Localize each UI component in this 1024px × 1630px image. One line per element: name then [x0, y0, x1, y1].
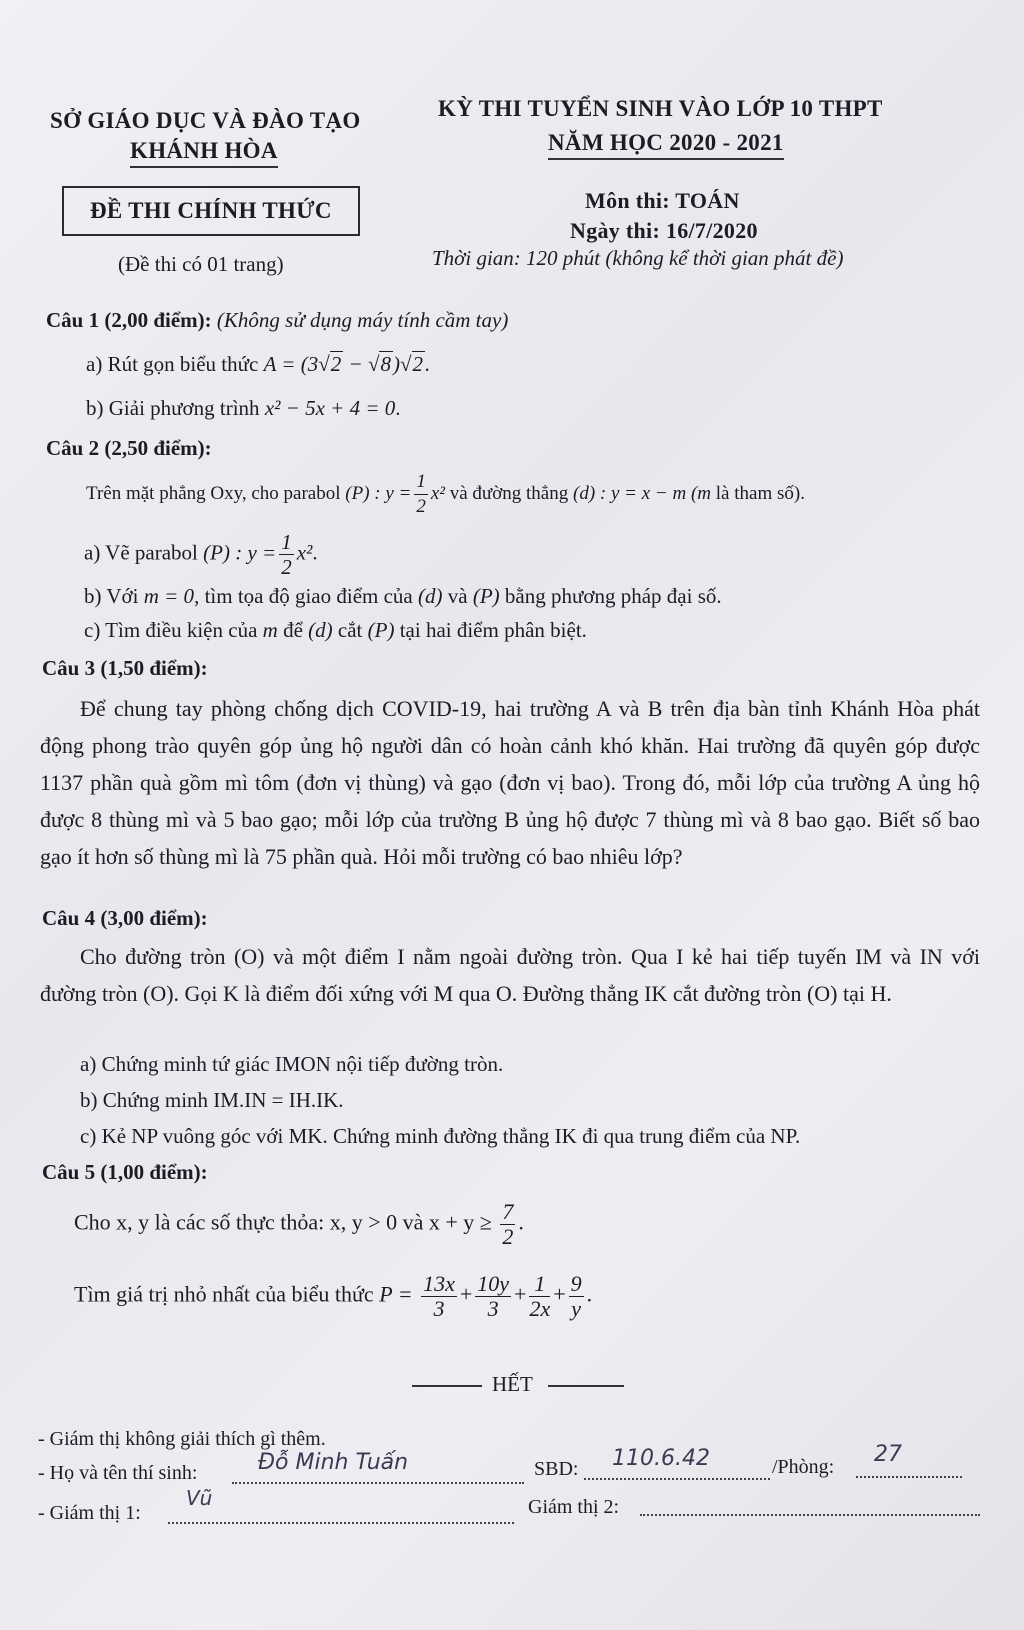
q2c-text: c) Tìm điều kiện của	[84, 618, 258, 642]
denominator: 3	[487, 1296, 499, 1321]
q1b-equation: x² − 5x + 4 = 0	[264, 396, 396, 420]
fraction-1-2x	[529, 1272, 550, 1321]
numerator: 13x	[423, 1271, 455, 1296]
p-eq: P =	[379, 1281, 413, 1307]
half-fraction	[279, 530, 294, 579]
denominator: 3	[433, 1296, 445, 1321]
q2b	[84, 584, 722, 609]
q4-body: Cho đường tròn (O) và một điểm I nằm ngoài đường tròn. Qua I kẻ hai tiếp tuyến IM và IN với đường tròn (O). Gọi K là điểm đối xứng với M qua O. Đường thẳng IK cắt đường tròn (O) tại H.	[40, 944, 980, 1006]
q2b-text: và	[447, 584, 468, 608]
q2-intro	[86, 470, 805, 519]
fraction-13x-3	[421, 1272, 457, 1321]
q5-title: Câu 5 (1,00 điểm):	[42, 1160, 208, 1184]
q3-title: Câu 3 (1,50 điểm):	[42, 656, 208, 680]
q5-condition: Cho x, y là các số thực thỏa: x, y > 0 và x + y ≥	[74, 1209, 492, 1235]
q5-line1: Cho x, y là các số thực thỏa: x, y > 0 và x + y ≥ $\frac{7}{2}$ .	[74, 1199, 524, 1249]
room-label: /Phòng:	[772, 1456, 835, 1478]
end-mark: HẾT	[492, 1372, 533, 1396]
q1-header	[46, 308, 508, 333]
proctor1-label: - Giám thị 1:	[38, 1502, 141, 1524]
department-name: SỞ GIÁO DỤC VÀ ĐÀO TẠO	[50, 108, 361, 133]
q2b-text: b) Với	[84, 584, 139, 608]
end-rule-left	[412, 1385, 482, 1387]
parabol-p: (P)	[472, 584, 500, 608]
official-exam-box: ĐỀ THI CHÍNH THỨC	[62, 186, 360, 236]
q2a-text: a) Vẽ parabol	[84, 540, 198, 565]
q2c-text: tại hai điểm phân biệt.	[399, 618, 587, 642]
numerator: 10y	[477, 1271, 510, 1296]
numerator: 1	[529, 1272, 550, 1297]
q2a: a) Vẽ parabol (P) : y = $\frac{1}{2}$ x².	[84, 530, 318, 579]
radicand: 8	[380, 352, 391, 376]
q2-intro-suffix: là tham số).	[715, 482, 805, 504]
school-year: NĂM HỌC 2020 - 2021	[548, 130, 784, 160]
expr-a-lhs: A = (3	[263, 352, 319, 376]
numerator: 9	[570, 1271, 582, 1296]
room-value: 27	[874, 1442, 902, 1467]
parabol-p: (P)	[367, 618, 395, 642]
parabol-eq: (P) : y =	[345, 482, 412, 504]
q2c-text: cắt	[337, 618, 363, 642]
numerator: 7	[502, 1199, 514, 1224]
denominator: 2x	[529, 1296, 551, 1321]
province-name: KHÁNH HÒA	[130, 138, 278, 168]
denominator: 2	[281, 555, 292, 579]
q4c: c) Kẻ NP vuông góc với MK. Chứng minh đường thẳng IK đi qua trung điểm của NP.	[80, 1124, 801, 1148]
denominator: 2	[502, 1224, 514, 1249]
proctor2-label: Giám thị 2:	[528, 1496, 620, 1518]
q4a: a) Chứng minh tứ giác IMON nội tiếp đường tròn.	[80, 1052, 504, 1076]
line-eq: (d) : y = x − m (m	[573, 482, 712, 504]
q5-task: Tìm giá trị nhỏ nhất của biểu thức	[74, 1281, 374, 1307]
line-d: (d)	[308, 618, 333, 642]
line-d: (d)	[418, 584, 443, 608]
radicand: 2	[330, 352, 342, 376]
footer-note: - Giám thị không giải thích gì thêm.	[38, 1428, 326, 1450]
q5-line2: Tìm giá trị nhỏ nhất của biểu thức P = $\frac{13x}{3}$ + $\frac{10y}{3}$ + $\frac{1}{2x}$ + $\frac{9}{y}$ .	[74, 1271, 593, 1321]
param-m: m	[262, 618, 278, 642]
exam-duration: Thời gian: 120 phút (không kể thời gian phát đề)	[432, 246, 844, 270]
proctor1-field	[168, 1504, 514, 1524]
fraction-9-y	[569, 1272, 584, 1321]
candidate-name-label: - Họ và tên thí sinh:	[38, 1462, 198, 1484]
q2c-text: để	[283, 618, 303, 642]
radicand: 2	[412, 352, 423, 376]
q2-intro-mid: và đường thẳng	[449, 482, 569, 504]
sqrt-symbol: √	[399, 352, 412, 376]
exam-date: Ngày thi: 16/7/2020	[570, 218, 758, 243]
proctor2-field	[640, 1496, 980, 1516]
x-squared: x²	[430, 482, 445, 504]
q1-title: Câu 1 (2,00 điểm):	[46, 308, 212, 332]
close-paren: )	[392, 352, 400, 376]
denominator: y	[571, 1296, 582, 1321]
q1b-text: b) Giải phương trình	[86, 396, 260, 420]
pages-note: (Đề thi có 01 trang)	[118, 252, 284, 276]
numerator: 1	[414, 470, 428, 495]
sbd-value: 110.6.42	[612, 1446, 710, 1471]
seven-halves	[500, 1200, 515, 1249]
q2c	[84, 618, 587, 643]
denominator: 2	[416, 496, 426, 517]
q1-note: (Không sử dụng máy tính cầm tay)	[216, 308, 509, 332]
q2-title: Câu 2 (2,50 điểm):	[46, 436, 212, 460]
half-fraction	[414, 470, 428, 519]
proctor1-signature: Vũ	[186, 1486, 213, 1510]
q2-intro-prefix: Trên mặt phẳng Oxy, cho parabol	[86, 482, 341, 504]
fraction-10y-3	[475, 1272, 511, 1321]
q4-title: Câu 4 (3,00 điểm):	[42, 906, 208, 930]
m-zero: m = 0	[143, 584, 195, 608]
q3-body: Để chung tay phòng chống dịch COVID-19, hai trường A và B trên địa bàn tỉnh Khánh Hòa phát động phong trào quyên góp ủng hộ người dân có hoàn cảnh khó khăn. Hai trường đã quyên góp được 1137 phần quà gồm mì tôm (đơn vị thùng) và gạo (đơn vị bao). Trong đó, mỗi lớp của trường A ủng hộ được 8 thùng mì và 5 bao gạo; mỗi lớp của trường B ủng hộ được 7 thùng mì và 8 bao gạo. Biết số bao gạo ít hơn số thùng mì là 75 phần quà. Hỏi mỗi trường có bao nhiêu lớp?	[40, 696, 980, 869]
sbd-label: SBD:	[534, 1458, 579, 1480]
sqrt-symbol: √	[367, 352, 380, 376]
q2b-text: , tìm tọa độ giao điểm của	[194, 584, 413, 608]
subject-label: Môn thi: TOÁN	[585, 188, 740, 213]
q1a-expr: A = (3√2 − √8)√2.	[263, 352, 431, 376]
exam-title: KỲ THI TUYỂN SINH VÀO LỚP 10 THPT	[438, 96, 883, 121]
numerator: 1	[281, 530, 292, 554]
end-rule-right	[548, 1385, 624, 1387]
x-squared: x²	[296, 540, 313, 565]
q2b-text: bằng phương pháp đại số.	[504, 584, 722, 608]
parabol-eq: (P) : y =	[203, 540, 277, 565]
room-field	[856, 1458, 962, 1478]
q1a	[86, 352, 430, 377]
q4b: b) Chứng minh IM.IN = IH.IK.	[80, 1088, 344, 1112]
sqrt-symbol: √	[318, 352, 330, 376]
minus-sign: −	[343, 352, 368, 376]
q1a-text: a) Rút gọn biểu thức	[86, 352, 259, 376]
candidate-name-value: Đỗ Minh Tuấn	[258, 1450, 409, 1475]
q1b: b) Giải phương trình x² − 5x + 4 = 0.	[86, 396, 401, 420]
